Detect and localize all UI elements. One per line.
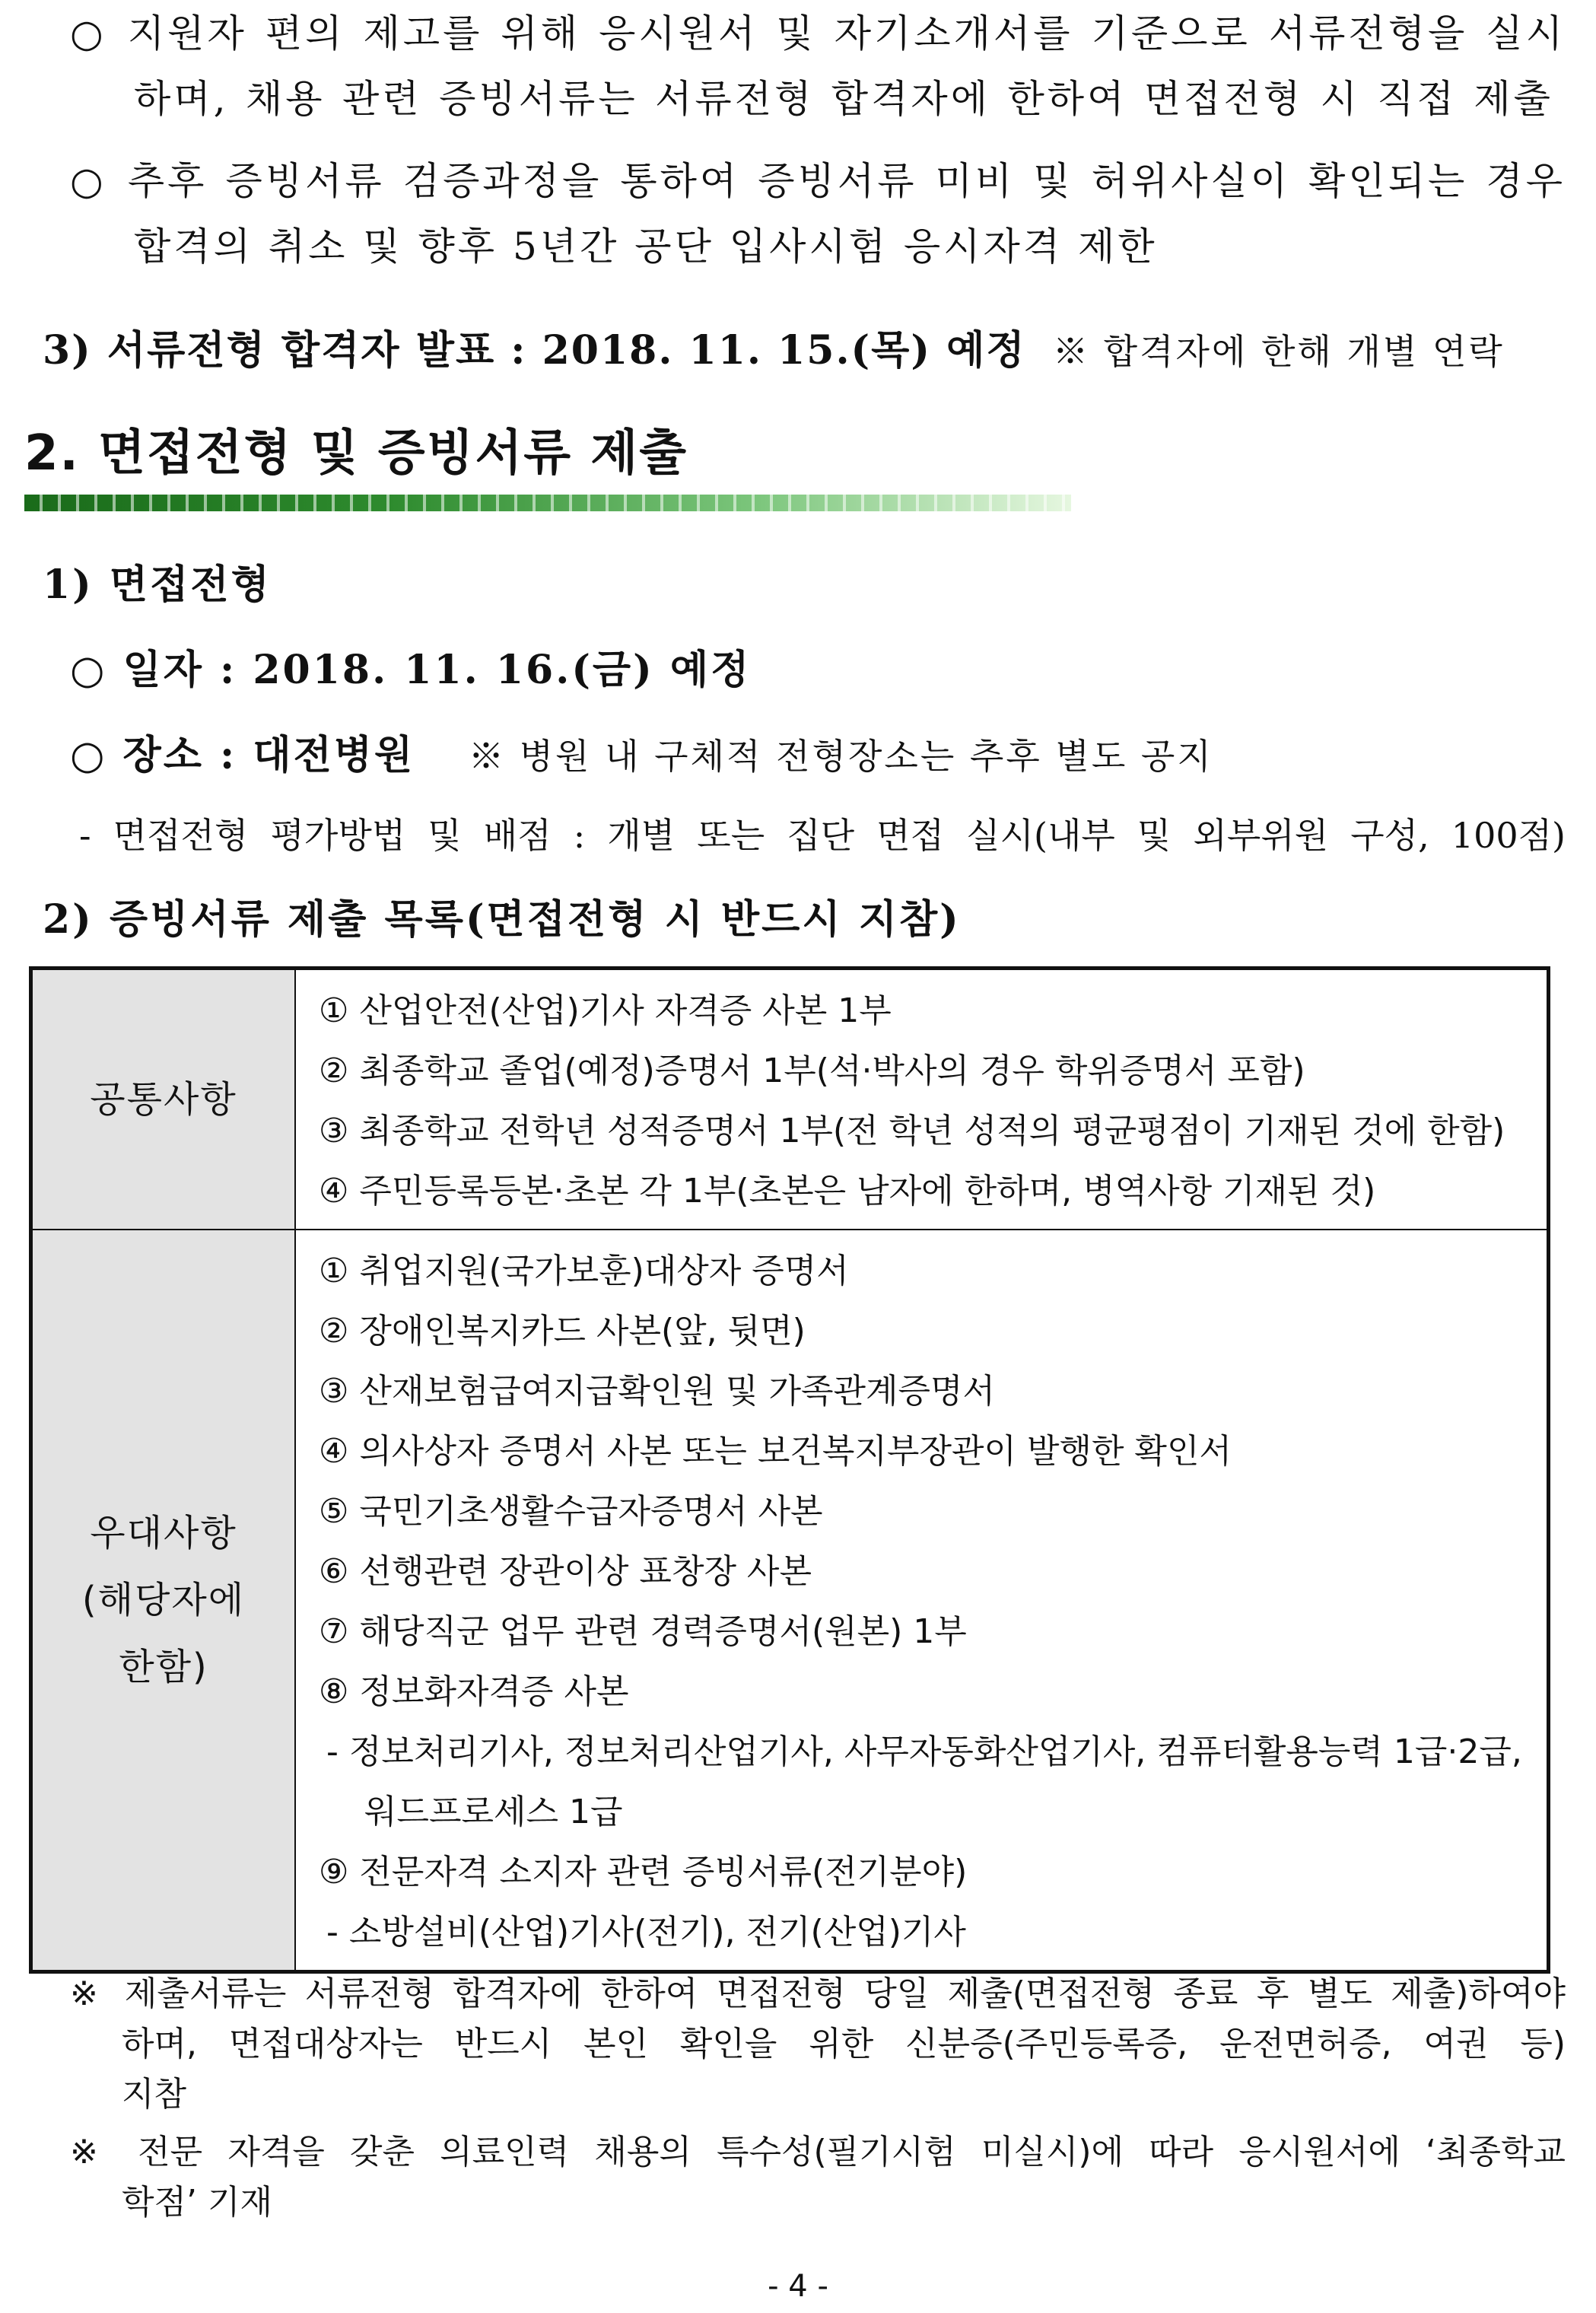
section-title: 2. 면접전형 및 증빙서류 제출 xyxy=(24,425,688,482)
note-line: 지참 xyxy=(122,2075,187,2114)
list-item: ④ 주민등록등본·초본 각 1부(초본은 남자에 한하며, 병역사항 기재된 것) xyxy=(319,1172,1376,1211)
preferential-label: 한함) xyxy=(119,1646,208,1688)
note-line: 학점’ 기재 xyxy=(122,2183,272,2222)
list-item: ① 산업안전(산업)기사 자격증 사본 1부 xyxy=(319,991,892,1030)
bullet-line: ○ 추후 증빙서류 검증과정을 통하여 증빙서류 미비 및 허위사실이 확인되는 경우 xyxy=(70,159,1566,203)
preferential-label: (해당자에 xyxy=(81,1579,246,1621)
bullet-line: 합격의 취소 및 향후 5년간 공단 입사시험 응시자격 제한 xyxy=(134,224,1158,269)
table-row xyxy=(31,1230,1549,1972)
table-row xyxy=(31,969,1549,1230)
interview-heading: 1) 면접전형 xyxy=(43,562,272,608)
list-item: ② 장애인복지카드 사본(앞, 뒷면) xyxy=(319,1312,806,1351)
list-item: ⑥ 선행관련 장관이상 표창장 사본 xyxy=(319,1552,812,1591)
interview-method: - 면접전형 평가방법 및 배점 : 개별 또는 집단 면접 실시(내부 및 외부위원 구성, 100점) xyxy=(79,815,1566,856)
common-items-cell xyxy=(295,969,1549,1230)
preferential-label: 우대사항 xyxy=(90,1512,237,1554)
list-subitem: 워드프로세스 1급 xyxy=(364,1793,623,1831)
list-item: ③ 산재보험급여지급확인원 및 가족관계증명서 xyxy=(319,1372,995,1411)
list-item: ④ 의사상자 증명서 사본 또는 보건복지부장관이 발행한 확인서 xyxy=(319,1432,1232,1471)
page-number: - 4 - xyxy=(768,2269,828,2304)
section-divider xyxy=(24,495,1071,511)
preferential-items-cell xyxy=(295,1230,1549,1972)
preferential-label-cell xyxy=(31,1230,296,1972)
announcement: 3) 서류전형 합격자 발표 : 2018. 11. 15.(목) 예정 xyxy=(43,327,1026,374)
common-label: 공통사항 xyxy=(90,1078,237,1121)
interview-place: ○ 장소 : 대전병원 xyxy=(70,732,415,778)
note-line: ※ 제출서류는 서류전형 합격자에 한하여 면접전형 당일 제출(면접전형 종료 후 별도 제출)하여야 xyxy=(70,1974,1566,2013)
note-line: 하며, 면접대상자는 반드시 본인 확인을 위한 신분증(주민등록증, 운전면허증, 여권 등) xyxy=(122,2025,1566,2063)
documents-table xyxy=(29,966,1550,1974)
list-item: ③ 최종학교 전학년 성적증명서 1부(전 학년 성적의 평균평점이 기재된 것에 한함) xyxy=(319,1112,1505,1150)
announcement-note: ※ 합격자에 한해 개별 연락 xyxy=(1053,331,1505,372)
bullet-line: ○ 지원자 편의 제고를 위해 응시원서 및 자기소개서를 기준으로 서류전형을 실시 xyxy=(70,11,1566,56)
list-subitem: - 소방설비(산업)기사(전기), 전기(산업)기사 xyxy=(326,1913,966,1952)
list-item: ⑤ 국민기초생활수급자증명서 사본 xyxy=(319,1492,823,1531)
bullet-line: 하며, 채용 관련 증빙서류는 서류전형 합격자에 한하여 면접전형 시 직접 제출 xyxy=(134,77,1553,121)
interview-date: ○ 일자 : 2018. 11. 16.(금) 예정 xyxy=(70,647,752,693)
list-item: ① 취업지원(국가보훈)대상자 증명서 xyxy=(319,1252,849,1290)
list-item: ② 최종학교 졸업(예정)증명서 1부(석·박사의 경우 학위증명서 포함) xyxy=(319,1052,1305,1090)
common-label-cell xyxy=(31,969,296,1230)
list-subitem: - 정보처리기사, 정보처리산업기사, 사무자동화산업기사, 컴퓨터활용능력 1급·2급, xyxy=(326,1732,1522,1771)
list-item: ⑧ 정보화자격증 사본 xyxy=(319,1672,629,1711)
interview-place-note: ※ 병원 내 구체적 전형장소는 추후 별도 공지 xyxy=(469,736,1213,777)
list-item: ⑨ 전문자격 소지자 관련 증빙서류(전기분야) xyxy=(319,1853,968,1891)
documents-heading: 2) 증빙서류 제출 목록(면접전형 시 반드시 지참) xyxy=(43,896,961,943)
note-line: ※ 전문 자격을 갖춘 의료인력 채용의 특수성(필기시험 미실시)에 따라 응시원서에 ‘최종학교 xyxy=(70,2133,1566,2171)
list-item: ⑦ 해당직군 업무 관련 경력증명서(원본) 1부 xyxy=(319,1612,967,1651)
